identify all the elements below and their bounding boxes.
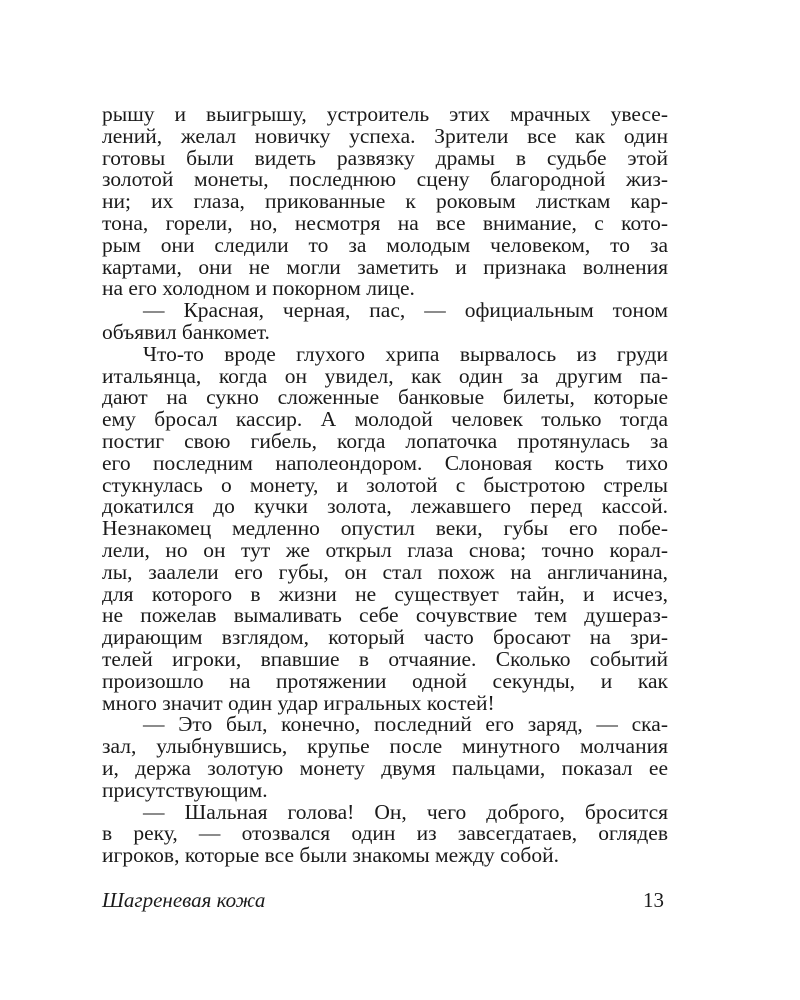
text-line: дирающим взглядом, который часто бросают на зри- (102, 625, 668, 650)
text-line: не пожелав вымаливать себе сочувствие тем душераз- (102, 603, 668, 628)
page-number: 13 (643, 888, 664, 912)
text-line: его последним наполеондором. Слоновая кость тихо (102, 450, 668, 475)
text-line: рышу и выигрышу, устроитель этих мрачных увесе- (102, 102, 668, 126)
text-line: зал, улыбнувшись, крупье после минутного молчания (102, 734, 668, 759)
text-line: телей игроки, впавшие в отчаяние. Сколько событий (102, 646, 668, 671)
text-line: рым они следили то за молодым человеком, то за (102, 232, 668, 257)
text-line: — Шальная голова! Он, чего доброго, бросится (143, 799, 668, 824)
text-line: произошло на протяжении одной секунды, и как (102, 668, 668, 693)
text-line: присутствующим. (102, 777, 268, 802)
text-line: лы, заалели его губы, он стал похож на англичанина, (102, 559, 668, 584)
text-line: итальянца, когда он увидел, как один за другим па- (102, 363, 668, 388)
running-title: Шагреневая кожа (102, 888, 266, 912)
text-line: тона, горели, но, несмотря на все внимание, с кото- (102, 210, 668, 235)
text-line: дают на сукно сложенные банковые билеты, которые (102, 385, 668, 410)
text-line: для которого в жизни не существует тайн, и исчез, (102, 581, 668, 606)
text-line: ему бросал кассир. А молодой человек только тогда (102, 407, 668, 432)
text-line: в реку, — отозвался один из завсегдатаев, оглядев (102, 821, 668, 846)
text-line: лели, но он тут же открыл глаза снова; точно корал- (102, 537, 668, 562)
text-line: готовы были видеть развязку драмы в судьбе этой (102, 145, 668, 170)
text-line: Что-то вроде глухого хрипа вырвалось из груди (143, 341, 668, 366)
text-line: Незнакомец медленно опустил веки, губы его побе- (102, 516, 668, 541)
text-line: игроков, которые все были знакомы между собой. (102, 843, 559, 868)
text-line: золотой монеты, последнюю сцену благородной жиз- (102, 167, 668, 192)
text-line: и, держа золотую монету двумя пальцами, показал ее (102, 755, 668, 780)
text-line: объявил банкомет. (102, 319, 270, 344)
text-line: постиг свою гибель, когда лопаточка протянулась за (102, 428, 668, 453)
text-line: докатился до кучки золота, лежавшего перед кассой. (102, 494, 668, 519)
text-line: — Красная, черная, пас, — официальным тоном (143, 298, 668, 323)
text-line: лений, желал новичку успеха. Зрители все как один (102, 123, 668, 148)
body-text (102, 104, 668, 867)
text-line: много значит один удар игральных костей! (102, 690, 495, 715)
text-line: на его холодном и покорном лице. (102, 276, 415, 301)
text-line: картами, они не могли заметить и признака волнения (102, 254, 668, 279)
text-line: — Это был, конечно, последний его заряд, — ска- (143, 712, 668, 737)
page-footer (102, 888, 664, 914)
text-line: ни; их глаза, прикованные к роковым листкам кар- (102, 189, 668, 214)
text-line: стукнулась о монету, и золотой с быстротою стрелы (102, 472, 668, 497)
